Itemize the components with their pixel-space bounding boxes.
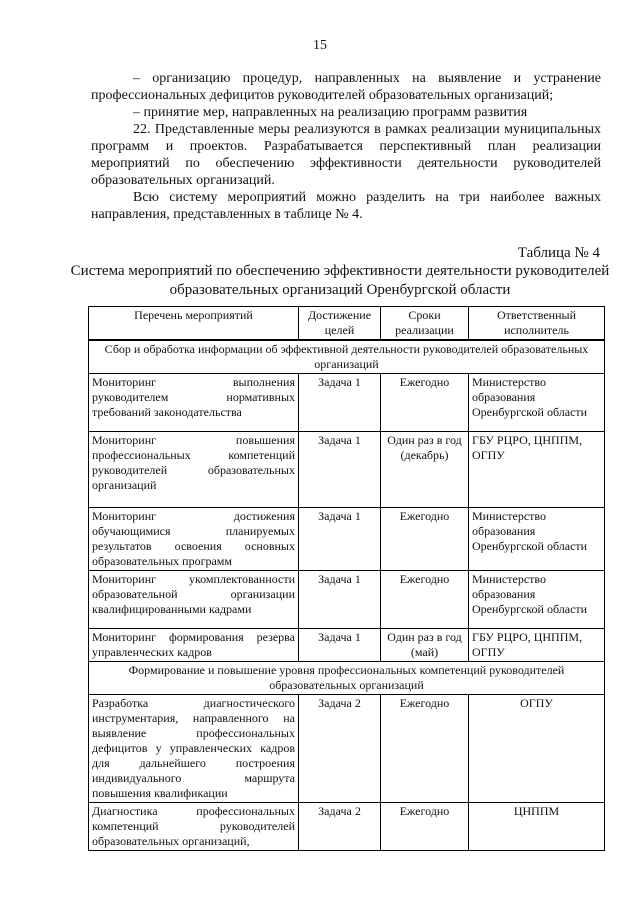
cell-event: Мониторинг повышения профессиональных компетенций руководителей образовательных организаций bbox=[89, 432, 299, 508]
section-row bbox=[89, 662, 605, 695]
cell-goal: Задача 1 bbox=[299, 508, 381, 571]
section-title: Формирование и повышение уровня профессиональных компетенций руководителей образовательных организаций bbox=[89, 662, 605, 695]
table-row bbox=[89, 508, 605, 571]
section-row bbox=[89, 340, 605, 374]
cell-event: Мониторинг формирования резерва управленческих кадров bbox=[89, 629, 299, 662]
cell-executor: Министерство образования Оренбургской области bbox=[469, 571, 605, 629]
measures-table bbox=[88, 306, 605, 851]
cell-goal: Задача 1 bbox=[299, 374, 381, 432]
table-row bbox=[89, 571, 605, 629]
header-goals: Достижение целей bbox=[299, 307, 381, 341]
cell-executor: ГБУ РЦРО, ЦНППМ, ОГПУ bbox=[469, 432, 605, 508]
table-row bbox=[89, 432, 605, 508]
table-row bbox=[89, 695, 605, 803]
body-text bbox=[91, 70, 601, 223]
cell-term: Один раз в год (май) bbox=[381, 629, 469, 662]
table-row bbox=[89, 629, 605, 662]
cell-goal: Задача 2 bbox=[299, 695, 381, 803]
table-header-row bbox=[89, 307, 605, 341]
cell-term: Один раз в год (декабрь) bbox=[381, 432, 469, 508]
section-title: Сбор и обработка информации об эффективной деятельности руководителей образовательных организаций bbox=[89, 340, 605, 374]
cell-term: Ежегодно bbox=[381, 374, 469, 432]
cell-goal: Задача 2 bbox=[299, 803, 381, 851]
cell-goal: Задача 1 bbox=[299, 432, 381, 508]
table-row bbox=[89, 803, 605, 851]
cell-event: Разработка диагностического инструментария, направленного на выявление профессиональных дефицитов у управленческих кадров для дальнейшего построения индивидуального маршрута повышения квалификации bbox=[89, 695, 299, 803]
cell-term: Ежегодно bbox=[381, 508, 469, 571]
cell-term: Ежегодно bbox=[381, 571, 469, 629]
cell-executor: ОГПУ bbox=[469, 695, 605, 803]
table-number: Таблица № 4 bbox=[517, 245, 600, 261]
paragraph-2: – принятие мер, направленных на реализацию программ развития bbox=[133, 105, 528, 120]
cell-event: Мониторинг укомплектованности образовательной организации квалифицированными кадрами bbox=[89, 571, 299, 629]
paragraph-4: Всю систему мероприятий можно разделить на три наиболее важных направления, представленных в таблице № 4. bbox=[91, 190, 601, 222]
cell-executor: Министерство образования Оренбургской области bbox=[469, 374, 605, 432]
cell-term: Ежегодно bbox=[381, 695, 469, 803]
cell-goal: Задача 1 bbox=[299, 571, 381, 629]
cell-executor: ЦНППМ bbox=[469, 803, 605, 851]
header-terms: Сроки реализации bbox=[381, 307, 469, 341]
cell-event: Мониторинг достижения обучающимися планируемых результатов освоения основных образовательных программ bbox=[89, 508, 299, 571]
cell-goal: Задача 1 bbox=[299, 629, 381, 662]
paragraph-1: – организацию процедур, направленных на выявление и устранение профессиональных дефицитов руководителей образовательных организаций; bbox=[91, 71, 601, 103]
table-row bbox=[89, 374, 605, 432]
paragraph-3: 22. Представленные меры реализуются в рамках реализации муниципальных программ и проектов. Разрабатывается перспективный план реализации мероприятий по обеспечению эффективности деятельности руководителей образовательных организаций. bbox=[91, 122, 601, 188]
cell-term: Ежегодно bbox=[381, 803, 469, 851]
page-number: 15 bbox=[313, 38, 327, 53]
cell-event: Диагностика профессиональных компетенций руководителей образовательных организаций, bbox=[89, 803, 299, 851]
cell-executor: Министерство образования Оренбургской области bbox=[469, 508, 605, 571]
table-title: Система мероприятий по обеспечению эффективности деятельности руководителей образовательных организаций Оренбургской области bbox=[70, 263, 610, 298]
header-events: Перечень мероприятий bbox=[89, 307, 299, 341]
header-executor: Ответственный исполнитель bbox=[469, 307, 605, 341]
cell-executor: ГБУ РЦРО, ЦНППМ, ОГПУ bbox=[469, 629, 605, 662]
cell-event: Мониторинг выполнения руководителем нормативных требований законодательства bbox=[89, 374, 299, 432]
